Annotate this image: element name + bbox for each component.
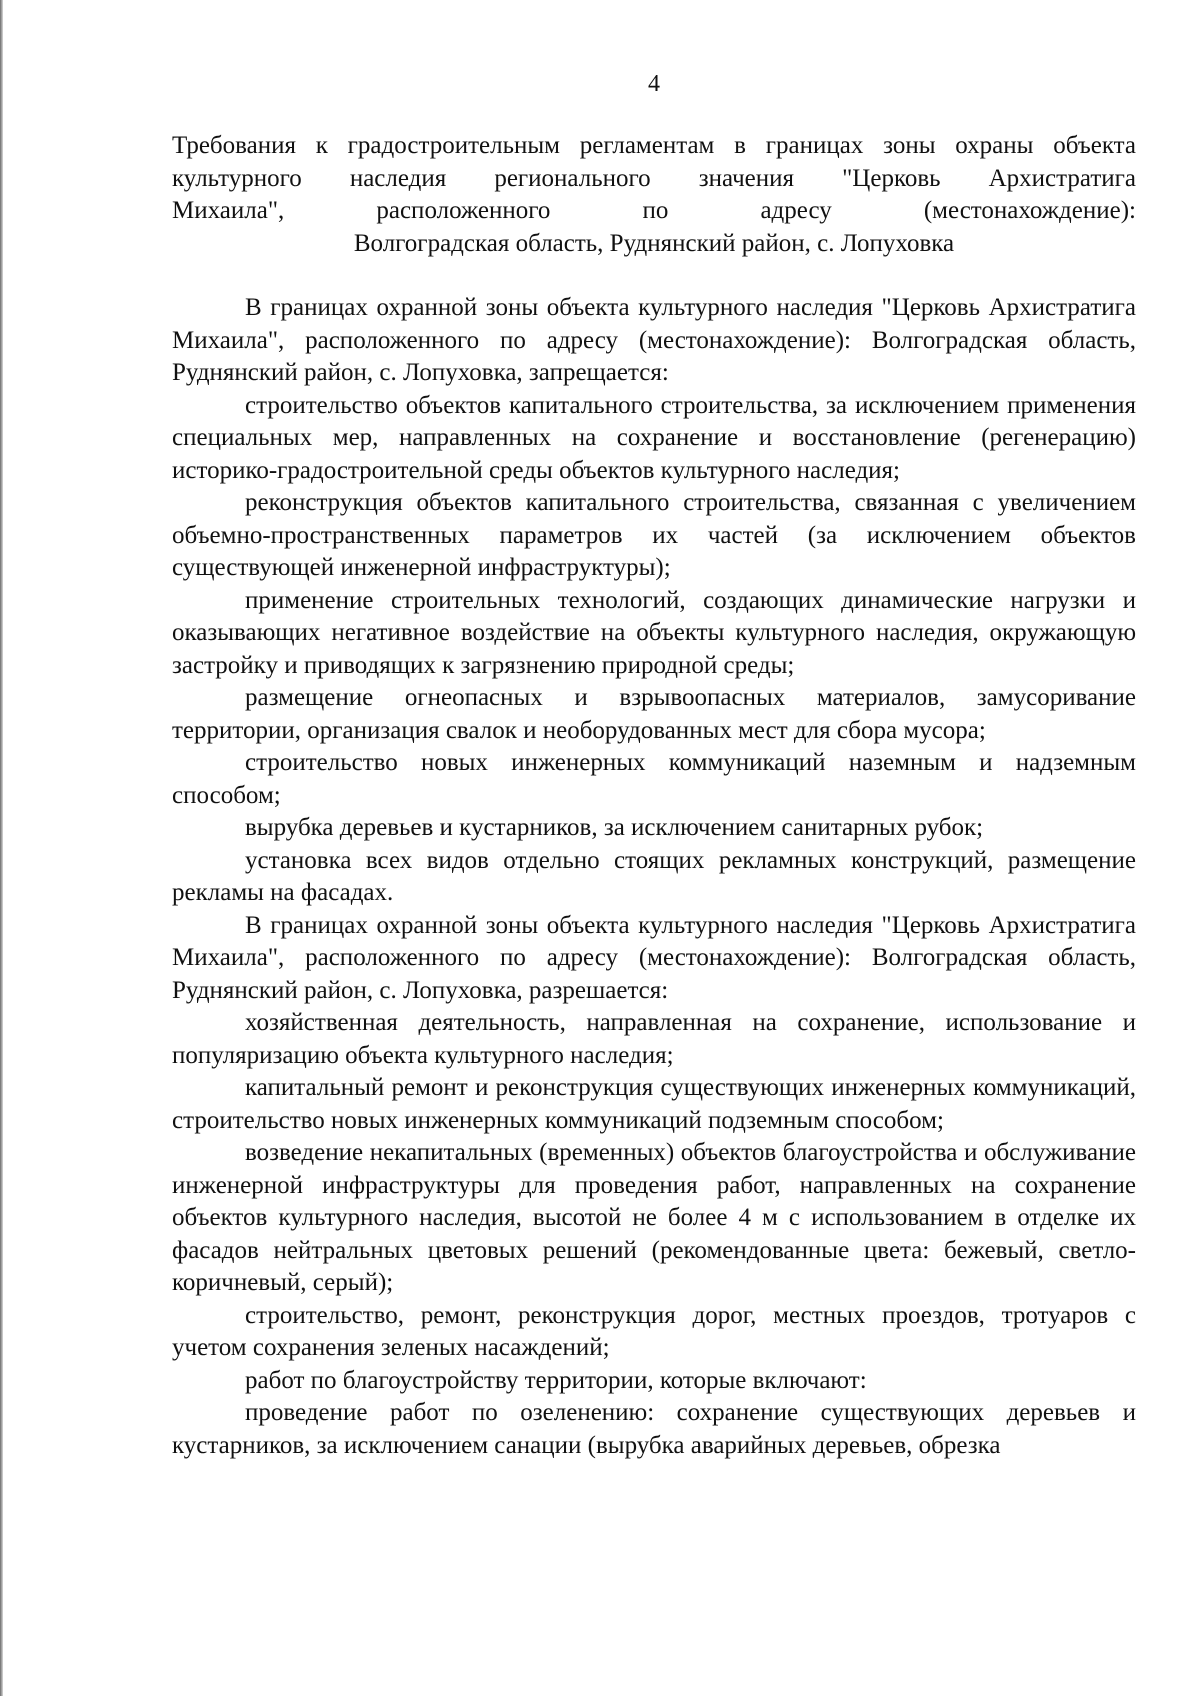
document-body	[172, 292, 1136, 1462]
paragraph-item: установка всех видов отдельно стоящих рекламных конструкций, размещение рекламы на фасадах.	[172, 846, 1136, 906]
title-line-3: Михаила", расположенного по адресу (местонахождение):	[172, 197, 1136, 224]
paragraph-prohibited-intro: В границах охранной зоны объекта культурного наследия "Церковь Архистратига Михаила", расположенного по адресу (местонахождение): Волгоградская область, Руднянский район, с. Лопуховка, запрещается:	[172, 294, 1136, 386]
paragraph-item: строительство новых инженерных коммуникаций наземным и надземным способом;	[172, 749, 1136, 809]
paragraph-item: размещение огнеопасных и взрывоопасных материалов, замусоривание территории, организация свалок и необорудованных мест для сбора мусора;	[172, 684, 1136, 744]
paragraph-permitted-intro: В границах охранной зоны объекта культурного наследия "Церковь Архистратига Михаила", расположенного по адресу (местонахождение): Волгоградская область, Руднянский район, с. Лопуховка, разрешается:	[172, 911, 1136, 1004]
paragraph-item: строительство, ремонт, реконструкция дорог, местных проездов, тротуаров с учетом сохранения зеленых насаждений;	[172, 1301, 1136, 1361]
title-line-1: Требования к градостроительным регламентам в границах зоны охраны объекта	[172, 132, 1136, 159]
title-line-4: Волгоградская область, Руднянский район, с. Лопуховка	[353, 229, 955, 257]
paragraph-item: проведение работ по озеленению: сохранение существующих деревьев и кустарников, за исключением санации (вырубка аварийных деревьев, обрезка	[172, 1399, 1136, 1459]
scan-edge	[0, 0, 3, 1696]
paragraph-item: работ по благоустройству территории, которые включают:	[245, 1366, 867, 1394]
paragraph-item: вырубка деревьев и кустарников, за исключением санитарных рубок;	[245, 814, 984, 841]
paragraph-item: реконструкция объектов капитального строительства, связанная с увеличением объемно-пространственных параметров их частей (за исключением объектов существующей инженерной инфраструктуры);	[172, 489, 1136, 581]
paragraph-item: капитальный ремонт и реконструкция существующих инженерных коммуникаций, строительство новых инженерных коммуникаций подземным способом;	[172, 1074, 1136, 1134]
page-number: 4	[648, 71, 660, 97]
paragraph-item: возведение некапитальных (временных) объектов благоустройства и обслуживание инженерной инфраструктуры для проведения работ, направленных на сохранение объектов культурного наследия, высотой не более 4 м с использованием в отделке их фасадов нейтральных цветовых решений (рекомендованные цвета: бежевый, светло-коричневый, серый);	[172, 1139, 1136, 1296]
document-page	[172, 70, 1136, 1462]
paragraph-item: применение строительных технологий, создающих динамические нагрузки и оказывающих негативное воздействие на объекты культурного наследия, окружающую застройку и приводящих к загрязнению природной среды;	[172, 586, 1136, 679]
title-line-2: культурного наследия регионального значения "Церковь Архистратига	[172, 164, 1136, 192]
paragraph-item: строительство объектов капитального строительства, за исключением применения специальных мер, направленных на сохранение и восстановление (регенерацию) историко-градостроительной среды объектов культурного наследия;	[172, 391, 1136, 484]
paragraph-item: хозяйственная деятельность, направленная на сохранение, использование и популяризацию объекта культурного наследия;	[172, 1009, 1136, 1069]
document-title	[172, 130, 1136, 260]
